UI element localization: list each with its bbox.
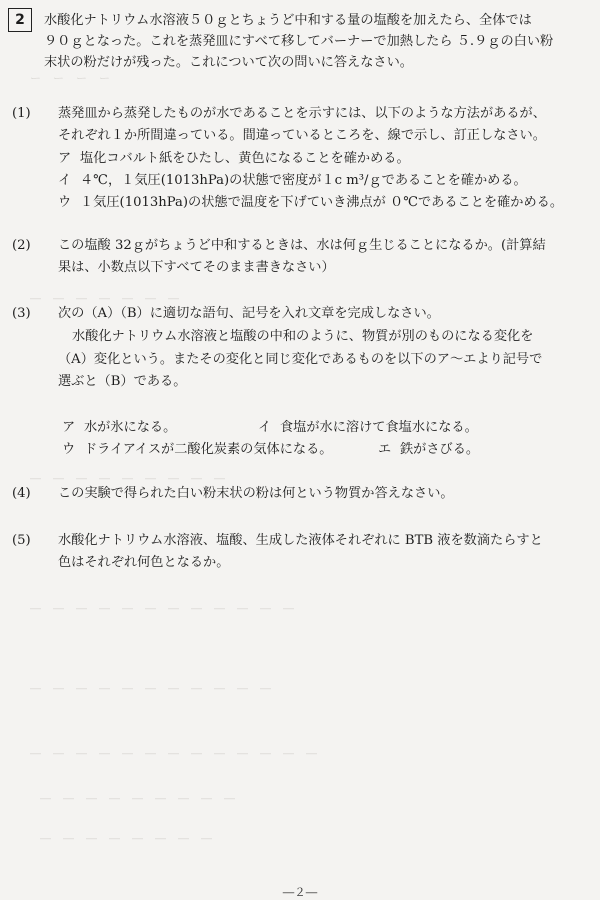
subquestion-2-line-1: この塩酸 32ｇがちょうど中和するときは、水は何ｇ生じることになるか。(計算結 [58,238,546,253]
item-text: ４℃，１気圧(1013hPa)の状態で密度が１c m³/ｇであることを確かめる。 [80,173,527,188]
intro-line-2: ９０ｇとなった。これを蒸発皿にすべて移してバーナーで加熱したら ５.９ｇの白い粉 [44,34,554,49]
choice-i [258,418,478,438]
subquestion-5-line-1: 水酸化ナトリウム水溶液、塩酸、生成した液体それぞれに BTB 液を数滴たらすと [58,533,543,548]
subquestion-5-number: (5) [12,533,31,548]
question-intro [44,10,592,73]
subquestion-3-line-2: 水酸化ナトリウム水溶液と塩酸の中和のように、物質が別のものになる変化を [72,329,534,344]
page-number: ―２― [282,885,318,899]
bleed-through-text: ― ― ― ― ― ― ― [30,292,180,305]
intro-line-3: 末状の粉だけが残った。これについて次の問いに答えなさい。 [44,55,413,70]
bleed-through-text: ― ― ― ― ― ― ― ― [40,832,213,845]
item-kana: ウ [58,195,72,210]
choice-text: 水が氷になる。 [84,420,177,435]
subquestion-1-line-2: それぞれ１か所間違っている。間違っているところを、線で示し、訂正しなさい。 [58,128,546,143]
bleed-through-text: ― ― ― ― ― ― ― ― ― ― ― [30,682,272,695]
item-kana: ア [58,151,72,166]
subquestion-2-number: (2) [12,238,31,253]
choice-text: ドライアイスが二酸化炭素の気体になる。 [84,442,333,457]
choice-text: 鉄がさびる。 [400,442,480,457]
choice-u [62,440,332,460]
subquestion-4-number: (4) [12,486,31,501]
bleed-through-text: ― ― ― ― ― ― ― ― ― ― ― ― [30,602,295,615]
bleed-through-text: ― ― ― ― ― ― ― ― ― [30,472,226,485]
choice-kana: イ [258,420,272,435]
item-text: １気圧(1013hPa)の状態で温度を下げていき沸点が ０℃であることを確かめる。 [80,195,564,210]
choice-text: 食塩が水に溶けて食塩水になる。 [280,420,478,435]
subquestion-1-item-u [58,193,563,213]
subquestion-1-line-1: 蒸発皿から蒸発したものが水であることを示すには、以下のような方法があるが、 [58,106,546,121]
subquestion-3-line-1: 次の（A）（B）に適切な語句、記号を入れ文章を完成しなさい。 [58,306,440,321]
subquestion-4-line-1: この実験で得られた白い粉末状の粉は何という物質か答えなさい。 [58,486,454,501]
item-text: 塩化コバルト紙をひたし、黄色になることを確かめる。 [80,151,410,166]
subquestion-1-item-a [58,149,410,169]
subquestion-5-line-2: 色はそれぞれ何色となるか。 [58,555,230,570]
choice-a [62,418,176,438]
bleed-through-text: ― ― ― ― ― ― ― ― ― ― ― ― ― [30,747,318,760]
intro-line-1: 水酸化ナトリウム水溶液５０ｇとちょうど中和する量の塩酸を加えたら、全体では [44,13,532,28]
item-kana: イ [58,173,72,188]
subquestion-3-number: (3) [12,306,31,321]
subquestion-1-number: (1) [12,106,31,121]
subquestion-1-item-i [58,171,527,191]
bleed-through-text: ― ― ― ― ― ― ― ― ― [40,792,236,805]
choice-e [378,440,479,460]
bleed-through-text: ー ー ー ー [30,72,111,85]
choice-kana: ウ [62,442,76,457]
subquestion-3-line-3: （A）変化という。またその変化と同じ変化であるものを以下のア～エより記号で [58,352,543,367]
subquestion-3-line-4: 選ぶと（B）である。 [58,374,187,389]
choice-kana: ア [62,420,76,435]
subquestion-2-line-2: 果は、小数点以下すべてそのまま書きなさい） [58,260,335,275]
choice-kana: エ [378,442,392,457]
question-number-box: 2 [8,8,32,32]
